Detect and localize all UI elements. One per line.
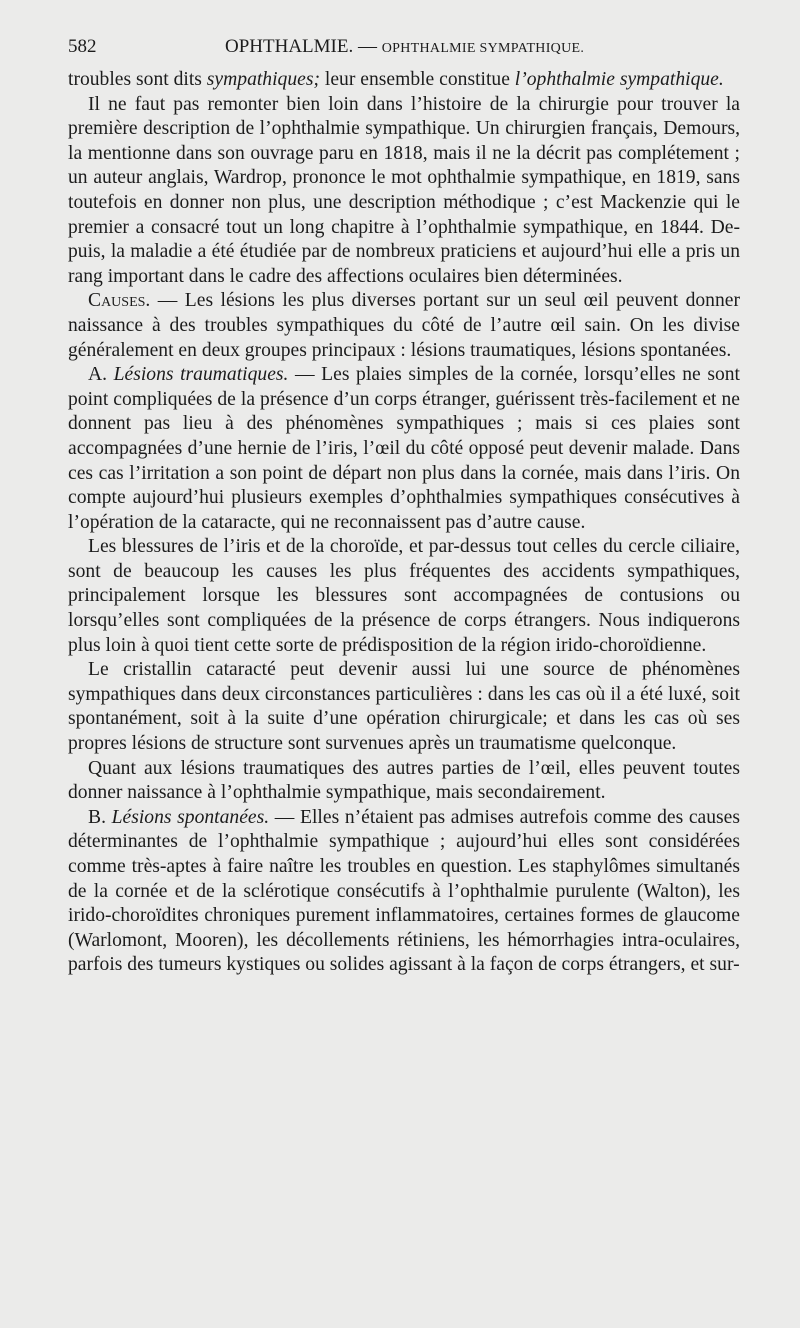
section-heading-causes: Causes. <box>88 290 151 312</box>
running-head-title: OPHTHALMIE. <box>225 36 354 57</box>
paragraph-continuation <box>68 68 740 93</box>
body-text <box>68 68 740 978</box>
paragraph-text: leur ensemble constitue <box>320 69 515 90</box>
running-head <box>225 36 584 58</box>
subsection-heading-spontaneous: Lésions spontanées. <box>105 806 270 828</box>
paragraph-iris-injuries: Les blessures de l’iris et de la choroïde, et par-dessus tout celles du cercle ciliaire, sont de beaucoup les causes les plus fréquentes des accidents sympathiques, principalement lorsque les blessures sont accompagnées de contusions ou lorsqu’elles sont compliquées de la présence de corps étrangers. Nous indiquerons plus loin à quoi tient cette sorte de prédisposition de la région irido-choroïdienne. <box>68 536 740 656</box>
paragraph-other-parts: Quant aux lésions traumatiques des autres parties de l’œil, elles peuvent toutes donner naissance à l’ophthalmie sympathique, mais secondairement. <box>68 757 740 804</box>
paragraph-text: — Les lésions les plus diverses portant sur un seul œil peuvent donner naissance à des troubles sympathiques du côté de l’autre œil sain. On les divise généralement en deux groupes principaux : lésions traumatiques, lésions spontanées. <box>68 290 740 361</box>
running-head-separator: — <box>358 36 377 57</box>
section-letter: A. <box>88 364 108 386</box>
paragraph-text: — Les plaies simples de la cornée, lorsqu’elles ne sont point compliquées de la présence d’un corps étranger, guérissent très-facilement et ne donnent pas lieu à des phénomènes sympathiques ; mais si ces plaies sont accompagnées d’une hernie de l’iris, l’œil du côté opposé peut devenir malade. Dans ces cas l’irritation a son point de départ non plus dans la cornée, mais dans l’iris. On compte aujourd’hui plusieurs exemples d’ophthalmies sympathiques consécutives à l’opération de la cataracte, qui ne reconnaissent pas d’autre cause. <box>68 364 740 533</box>
paragraph-causes <box>68 289 740 363</box>
paragraph-traumatic-lesions <box>68 363 740 535</box>
paragraph-text: — Elles n’étaient pas admises autrefois comme des causes déterminantes de l’ophthalmie sympathique ; aujourd’hui elles sont considérées comme très-aptes à faire naître les troubles en question. Les staphylômes simultanés de la cornée et de la sclérotique consécutifs à l’ophthalmie purulente (Walton), les irido-choroïdites chroniques purement inflammatoires, certaines formes de glaucome (Warlomont, Mooren), les décollements rétiniens, les hémorrhagies intra-oculaires, parfois des tumeurs kystiques ou solides agissant à la façon de corps étrangers, et sur- <box>68 806 740 976</box>
page-header <box>68 36 740 66</box>
italic-term: sympathiques; <box>206 69 320 90</box>
paragraph-history: Il ne faut pas remonter bien loin dans l’histoire de la chirurgie pour trouver la première description de l’ophthalmie sympathique. Un chirurgien français, Demours, la mentionne dans son ouvrage paru en 1818, mais il ne la décrit pas complétement ; un auteur anglais, Wardrop, prononce le mot ophthalmie sympathique, en 1819, sans toutefois en donner non plus, une description méthodique ; c’est Mackenzie qui le premier a consacré tout un long chapitre à l’ophthalmie sympathique, en 1844. Depuis, la maladie a été étudiée par de nombreux praticiens et aujourd’hui elle a pris un rang important dans le cadre des affections oculaires bien déterminées. <box>68 93 740 287</box>
italic-term: l’ophthalmie sympathique. <box>514 69 724 90</box>
running-head-subtitle: OPHTHALMIE SYMPATHIQUE. <box>381 41 585 56</box>
section-letter: B. <box>88 806 106 828</box>
paragraph-lens: Le cristallin cataracté peut devenir aussi lui une source de phénomènes sympathiques dans deux circonstances particulières : dans les cas où il a été luxé, soit spontanément, soit à la suite d’une opération chirurgicale; et dans les cas où ses propres lésions de structure sont survenues après un traumatisme quelconque. <box>68 659 740 755</box>
paragraph-text: troubles sont dits <box>68 69 207 90</box>
subsection-heading-traumatic: Lésions traumatiques. <box>107 364 289 386</box>
paragraph-spontaneous-lesions <box>68 806 740 978</box>
page-number: 582 <box>68 36 97 57</box>
